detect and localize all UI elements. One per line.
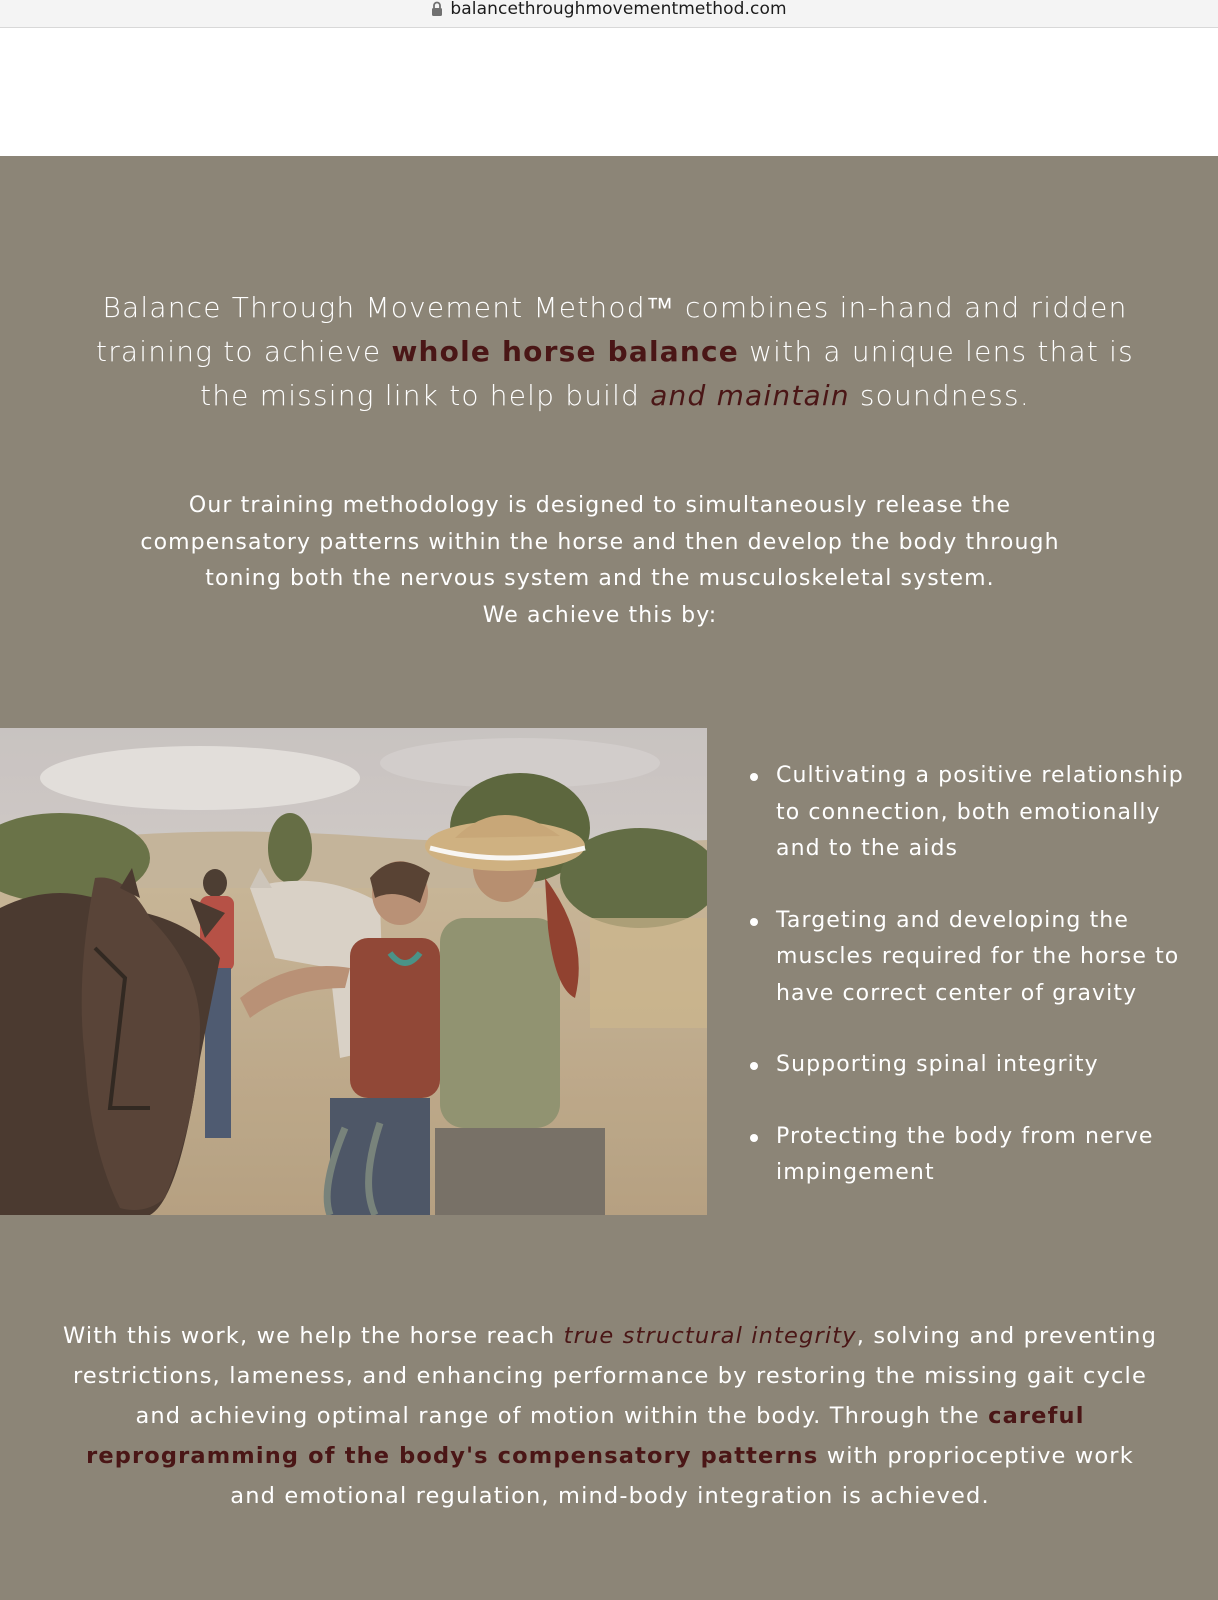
closing-text-part3: with proprioceptive work and emotional regulation, mind-body integration is achieved. xyxy=(230,1443,1134,1509)
intro-highlight-and-maintain: and maintain xyxy=(650,379,850,412)
intro-heading xyxy=(80,286,1150,418)
list-item-text: Targeting and developing the muscles required for the horse to have correct center of gravity xyxy=(776,907,1180,1006)
list-item xyxy=(750,1119,1190,1192)
site-header xyxy=(0,28,1218,156)
list-item-text: Protecting the body from nerve impingement xyxy=(776,1123,1154,1185)
bullet-icon xyxy=(750,773,758,781)
benefits-list xyxy=(750,758,1190,1227)
closing-text-part2: , solving and preventing restrictions, lameness, and enhancing performance by restoring the missing gait cycle and achieving optimal range of motion within the body. Through the xyxy=(73,1323,1158,1429)
closing-paragraph xyxy=(60,1316,1160,1516)
methodology-paragraph xyxy=(120,488,1080,634)
intro-text-part1: Balance Through Movement Method™ combines in-hand and ridden training to achieve xyxy=(96,291,1128,368)
intro-highlight-whole-horse-balance: whole horse balance xyxy=(391,335,739,368)
main-content xyxy=(0,156,1218,1600)
closing-highlight-true-structural-integrity: true structural integrity xyxy=(563,1323,857,1349)
list-item-text: Cultivating a positive relationship to connection, both emotionally and to the aids xyxy=(776,763,1184,861)
horse-training-photo xyxy=(0,728,707,1215)
bullet-icon xyxy=(750,918,758,926)
url-text[interactable]: balancethroughmovementmethod.com xyxy=(450,0,787,19)
lock-icon xyxy=(431,1,443,17)
closing-highlight-careful-reprogramming: careful reprogramming of the body's compensatory patterns xyxy=(86,1403,1085,1469)
browser-address-bar[interactable] xyxy=(0,0,1218,28)
bullet-icon xyxy=(750,1062,758,1070)
intro-text-part3: soundness. xyxy=(849,379,1030,412)
bullet-icon xyxy=(750,1134,758,1142)
photo-illustration xyxy=(0,728,707,1215)
methodology-line: Our training methodology is designed to simultaneously release the xyxy=(188,493,1012,518)
list-item xyxy=(750,903,1190,1013)
closing-text-part1: With this work, we help the horse reach xyxy=(62,1323,564,1349)
methodology-line: We achieve this by: xyxy=(482,602,718,628)
list-item xyxy=(750,758,1190,868)
methodology-line: toning both the nervous system and the musculoskeletal system. xyxy=(205,566,995,591)
list-item xyxy=(750,1047,1190,1084)
intro-text-part2: with a unique lens that is the missing link to help build xyxy=(200,335,1134,412)
methodology-line: compensatory patterns within the horse and then develop the body through xyxy=(140,529,1060,555)
list-item-text: Supporting spinal integrity xyxy=(776,1052,1099,1077)
